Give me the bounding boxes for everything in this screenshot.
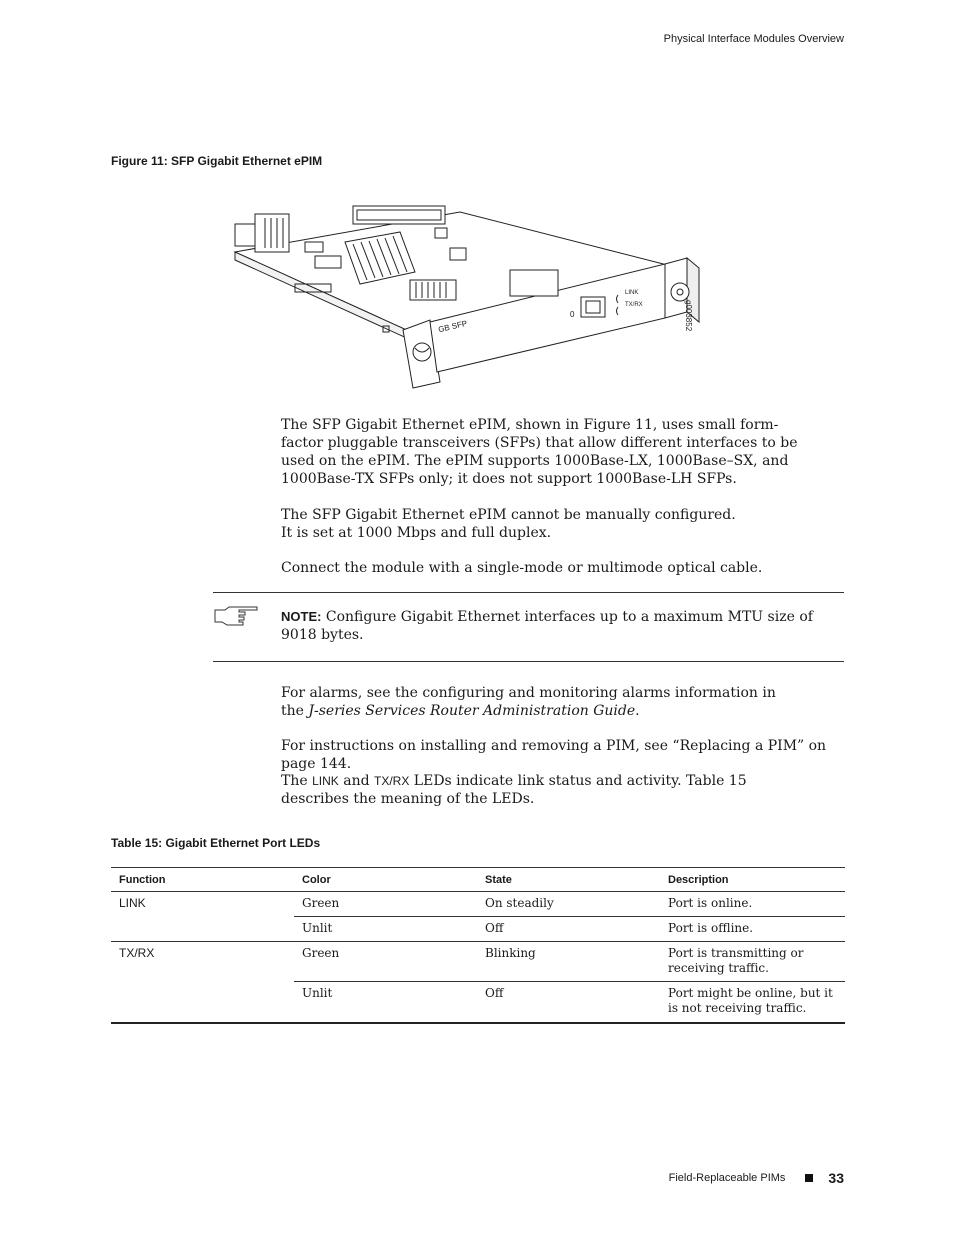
link-led-label: LINK [625,290,639,296]
note-top-rule [213,592,844,593]
cell-function: TX/RX [111,942,294,1024]
cell-state: On steadily [477,892,660,917]
txrx-led-label: TX/RX [625,302,643,308]
note-bottom-rule [213,661,844,662]
link-term: LINK [312,774,339,788]
paragraph-alarms: For alarms, see the configuring and monitoring alarms information in the J-series Services Router Administration Guide. [281,685,776,719]
epim-illustration [225,192,725,392]
cell-description: Port is online. [660,892,845,917]
figure-caption: Figure 11: SFP Gigabit Ethernet ePIM [111,154,323,168]
header-state: State [477,868,660,892]
port-zero-label: 0 [570,310,575,319]
cell-color: Green [294,942,477,982]
cell-color: Green [294,892,477,917]
note-label: NOTE: [281,609,322,624]
square-bullet-icon [805,1174,813,1182]
board-label: GB SFP [437,318,468,335]
cell-description: Port might be online, but it is not receiving traffic. [660,982,845,1024]
cell-color: Unlit [294,917,477,942]
header-color: Color [294,868,477,892]
paragraph-replacing: For instructions on installing and removing a PIM, see “Replacing a PIM” on page 144. [281,738,827,772]
header-description: Description [660,868,845,892]
cell-color: Unlit [294,982,477,1024]
page-number: 33 [828,1170,844,1186]
cell-description: Port is offline. [660,917,845,942]
table-header-row [111,868,845,892]
paragraph-cable: Connect the module with a single-mode or multimode optical cable. [281,560,763,576]
guide-title: J-series Services Router Administration Guide [308,703,636,719]
page-footer [669,1170,844,1186]
art-id-label: g003852 [684,300,693,332]
table-caption: Table 15: Gigabit Ethernet Port LEDs [111,836,321,850]
paragraph-config: The SFP Gigabit Ethernet ePIM cannot be manually configured. It is set at 1000 Mbps and full duplex. [281,507,736,541]
note [281,608,841,644]
cell-state: Blinking [477,942,660,982]
header-function: Function [111,868,294,892]
pointing-hand-icon [213,604,261,626]
txrx-term: TX/RX [374,774,410,788]
paragraph-sfp-intro: The SFP Gigabit Ethernet ePIM, shown in Figure 11, uses small form-factor pluggable transceivers (SFPs) that allow different interfaces to be used on the ePIM. The ePIM supports 1000Base-LX, 1000Base–SX, and 1000Base-TX SFPs only; it does not support 1000Base-LH SFPs. [281,417,798,487]
footer-section: Field-Replaceable PIMs [668,1172,786,1184]
running-head: Physical Interface Modules Overview [663,33,844,45]
table-row [111,942,845,982]
paragraph-leds: The LINK and TX/RX LEDs indicate link status and activity. Table 15 describes the meaning of the LEDs. [281,773,747,807]
cell-function: LINK [111,892,294,942]
cell-description: Port is transmitting or receiving traffic. [660,942,845,982]
note-body: Configure Gigabit Ethernet interfaces up to a maximum MTU size of 9018 bytes. [281,609,813,643]
led-table [111,867,845,1024]
cell-state: Off [477,917,660,942]
cell-state: Off [477,982,660,1024]
table-row [111,892,845,917]
